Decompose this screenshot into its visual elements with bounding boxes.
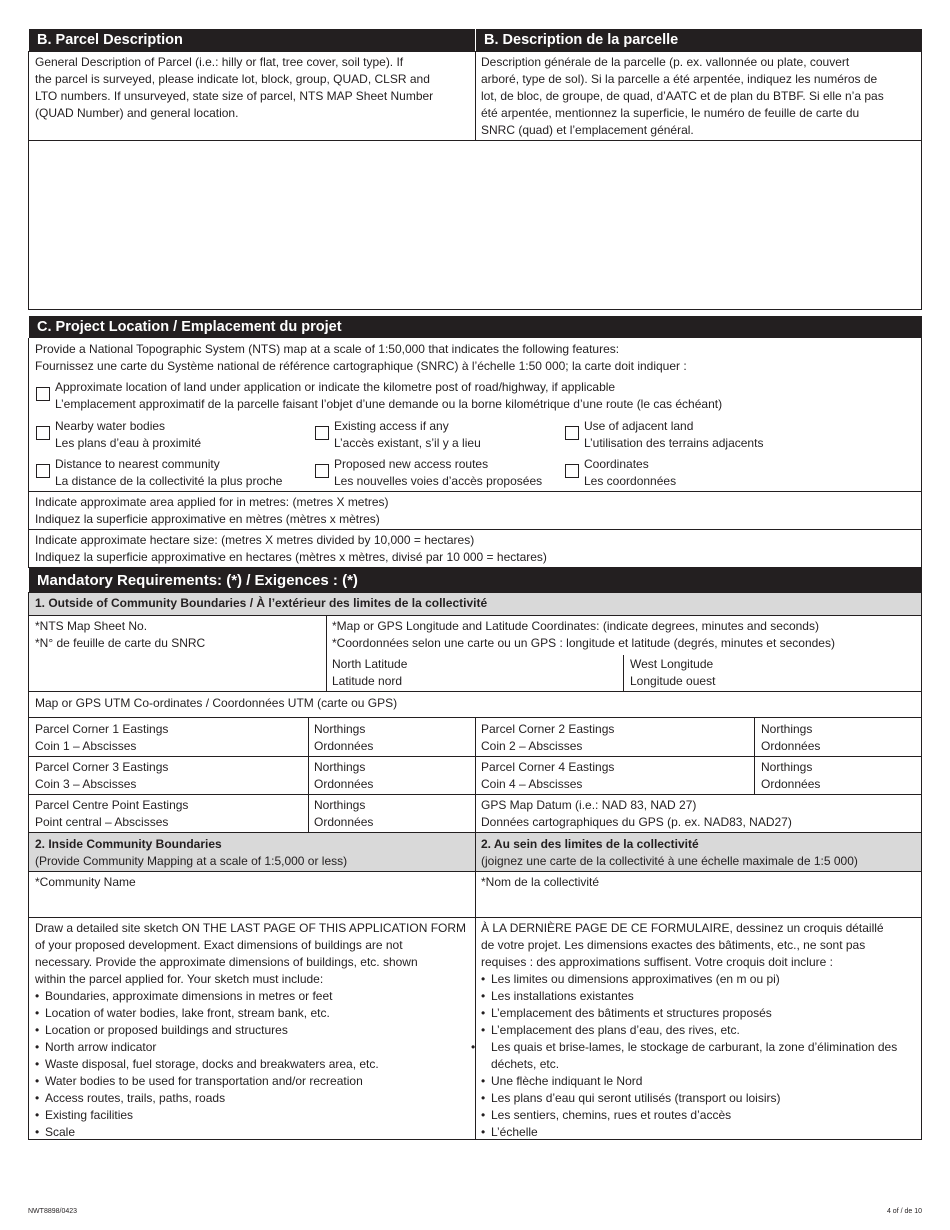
- outside-community-heading: 1. Outside of Community Boundaries / À l’extérieur des limites de la collectivité: [35, 596, 488, 610]
- list-item: • Boundaries, approximate dimensions in metres or feet: [35, 988, 466, 1005]
- area-hectares-field[interactable]: Indicate approximate hectare size: (metres X metres divided by 10,000 = hectares) Indiquez la superficie approximative en hectares (mètres x mètres, divisé par 10 000 = hectares): [35, 533, 547, 564]
- corner-4-northings-field[interactable]: Northings Ordonnées: [761, 760, 821, 791]
- gps-map-datum-field[interactable]: GPS Map Datum (i.e.: NAD 83, NAD 27) Données cartographiques du GPS (p. ex. NAD83, NAD27): [481, 798, 792, 829]
- label-approx-location: Approximate location of land under application or indicate the kilometre post of road/highway, if applicable L’emplacement approximatif de la parcelle faisant l’objet d’une demande ou la borne kilométrique d’une route (le cas échéant): [55, 380, 723, 411]
- list-item: • L’emplacement des plans d’eau, des rives, etc.: [481, 1022, 917, 1039]
- list-item: • Waste disposal, fuel storage, docks and breakwaters area, etc.: [35, 1056, 466, 1073]
- nts-map-intro: Provide a National Topographic System (NTS) map at a scale of 1:50,000 that indicates the following features: Fournissez une carte du Système national de référence cartographique (SNRC) à l’échelle 1:50 000; la carte doit indiquer :: [35, 342, 687, 373]
- centre-northings-field[interactable]: Northings Ordonnées: [314, 798, 374, 829]
- list-item: • Une flèche indiquant le Nord: [481, 1073, 917, 1090]
- page-number: 4 of / de 10: [886, 1208, 922, 1215]
- checkbox-existing-access[interactable]: [315, 426, 329, 440]
- section-b-title-en: B. Parcel Description: [29, 29, 475, 51]
- inside-community-heading-fr: 2. Au sein des limites de la collectivité (joignez une carte de la collectivité à une échelle maximale de 1:5 000): [481, 837, 858, 868]
- sketch-instructions-en: Draw a detailed site sketch ON THE LAST PAGE OF THIS APPLICATION FORM of your proposed development. Exact dimensions of buildings are not necessary. Provide the approximate dimensions of buildings, etc. shown within the parcel applied for. Your sketch must include: • Boundaries, approximate dimensions in metres or feet • Location of water bodies, lake front, stream bank, etc. • Location or proposed buildings and structures • North arrow indicator • Waste disposal, fuel storage, docks and breakwaters area, etc. • Water bodies to be used for transportation and/or recreation • Access routes, trails, paths, roads • Existing facilities • Scale: [35, 920, 466, 1141]
- corner-1-northings-field[interactable]: Northings Ordonnées: [314, 722, 374, 753]
- parcel-description-fr: Description générale de la parcelle (p. ex. vallonnée ou plate, couvert arboré, type de sol). Si la parcelle a été arpentée, indiquez les numéros de lot, de bloc, de groupe, de quad, d’AATC et de plan du BTBF. Si elle n’a pas été arpentée, mentionnez la superficie, le numéro de feuille de carte du SNRC (quad) et l’emplacement général.: [481, 55, 884, 137]
- list-item: • Scale: [35, 1124, 466, 1141]
- label-adjacent-land: Use of adjacent land L’utilisation des terrains adjacents: [584, 419, 764, 450]
- divider: [28, 491, 922, 492]
- corner-2-northings-field[interactable]: Northings Ordonnées: [761, 722, 821, 753]
- gps-coordinates-label: *Map or GPS Longitude and Latitude Coordinates: (indicate degrees, minutes and seconds) *Coordonnées selon une carte ou un GPS : longitude et latitude (degrés, minutes et secondes): [332, 619, 835, 650]
- divider: [475, 833, 476, 871]
- corner-1-eastings-field[interactable]: Parcel Corner 1 Eastings Coin 1 – Abscisses: [35, 722, 169, 753]
- list-item: • Location or proposed buildings and structures: [35, 1022, 466, 1039]
- divider: [754, 717, 755, 794]
- section-b-title-fr: B. Description de la parcelle: [476, 29, 922, 51]
- checkbox-nearest-community[interactable]: [36, 464, 50, 478]
- divider: [475, 51, 476, 141]
- corner-2-eastings-field[interactable]: Parcel Corner 2 Eastings Coin 2 – Abscisses: [481, 722, 615, 753]
- list-item: • Les quais et brise-lames, le stockage de carburant, la zone d’élimination des déchets, etc.: [481, 1039, 901, 1073]
- list-item: • L’échelle: [481, 1124, 917, 1141]
- nts-map-sheet-field[interactable]: *NTS Map Sheet No. *N° de feuille de carte du SNRC: [35, 619, 206, 650]
- west-longitude-field[interactable]: West Longitude Longitude ouest: [630, 657, 716, 688]
- mandatory-title: Mandatory Requirements: (*) / Exigences : (*): [29, 568, 922, 592]
- divider: [28, 529, 922, 530]
- checkbox-access-routes[interactable]: [315, 464, 329, 478]
- inside-community-heading-en: 2. Inside Community Boundaries (Provide Community Mapping at a scale of 1:5,000 or less): [35, 837, 348, 868]
- label-existing-access: Existing access if any L’accès existant, s’il y a lieu: [334, 419, 481, 450]
- section-c-title: C. Project Location / Emplacement du projet: [29, 316, 922, 338]
- list-item: • North arrow indicator: [35, 1039, 466, 1056]
- list-item: • Les plans d’eau qui seront utilisés (transport ou loisirs): [481, 1090, 917, 1107]
- corner-4-eastings-field[interactable]: Parcel Corner 4 Eastings Coin 4 – Abscisses: [481, 760, 615, 791]
- list-item: • Water bodies to be used for transportation and/or recreation: [35, 1073, 466, 1090]
- corner-3-northings-field[interactable]: Northings Ordonnées: [314, 760, 374, 791]
- divider: [308, 717, 309, 832]
- divider: [623, 655, 624, 692]
- divider: [28, 871, 922, 872]
- label-coordinates: Coordinates Les coordonnées: [584, 457, 677, 488]
- sketch-instructions-fr: À LA DERNIÈRE PAGE DE CE FORMULAIRE, dessinez un croquis détaillé de votre projet. Les dimensions exactes des bâtiments, etc., ne sont pas requises : des approximations suffisent. Votre croquis doit inclure : • Les limites ou dimensions approximatives (en m ou pi) • Les installations existantes • L’emplacement des bâtiments et structures proposés • L’emplacement des plans d’eau, des rives, etc. • Les quais et brise-lames, le stockage de carburant, la zone d’élimination des déchets, etc. • Une flèche indiquant le Nord • Les plans d’eau qui seront utilisés (transport ou loisirs) • Les sentiers, chemins, rues et routes d’accès • L’échelle: [481, 920, 917, 1141]
- list-item: • Les sentiers, chemins, rues et routes d’accès: [481, 1107, 917, 1124]
- corner-3-eastings-field[interactable]: Parcel Corner 3 Eastings Coin 3 – Abscisses: [35, 760, 169, 791]
- list-item: • Existing facilities: [35, 1107, 466, 1124]
- list-item: • L’emplacement des bâtiments et structures proposés: [481, 1005, 917, 1022]
- north-latitude-field[interactable]: North Latitude Latitude nord: [332, 657, 408, 688]
- area-metres-field[interactable]: Indicate approximate area applied for in metres: (metres X metres) Indiquez la superficie approximative en mètres (mètres x mètres): [35, 495, 389, 526]
- checkbox-coordinates[interactable]: [565, 464, 579, 478]
- list-item: • Access routes, trails, paths, roads: [35, 1090, 466, 1107]
- divider: [326, 615, 327, 692]
- parcel-description-field[interactable]: [29, 141, 921, 309]
- form-code: NWT8898/0423: [28, 1208, 78, 1215]
- divider: [28, 691, 922, 692]
- centre-eastings-field[interactable]: Parcel Centre Point Eastings Point central – Abscisses: [35, 798, 189, 829]
- list-item: • Les installations existantes: [481, 988, 917, 1005]
- checkbox-approx-location[interactable]: [36, 387, 50, 401]
- community-name-fr-field[interactable]: *Nom de la collectivité: [481, 875, 600, 889]
- label-access-routes: Proposed new access routes Les nouvelles voies d’accès proposées: [334, 457, 543, 488]
- checkbox-water-bodies[interactable]: [36, 426, 50, 440]
- checkbox-adjacent-land[interactable]: [565, 426, 579, 440]
- divider: [28, 917, 922, 918]
- utm-coordinates-label: Map or GPS UTM Co-ordinates / Coordonnées UTM (carte ou GPS): [35, 696, 398, 710]
- label-nearest-community: Distance to nearest community La distance de la collectivité la plus proche: [55, 457, 283, 488]
- list-item: • Les limites ou dimensions approximatives (en m ou pi): [481, 971, 917, 988]
- label-water-bodies: Nearby water bodies Les plans d’eau à proximité: [55, 419, 202, 450]
- list-item: • Location of water bodies, lake front, stream bank, etc.: [35, 1005, 466, 1022]
- community-name-field[interactable]: *Community Name: [35, 875, 136, 889]
- parcel-description-en: General Description of Parcel (i.e.: hilly or flat, tree cover, soil type). If the parcel is surveyed, please indicate lot, block, group, QUAD, CLSR and LTO numbers. If unsurveyed, state size of parcel, NTS MAP Sheet Number (QUAD Number) and general location.: [35, 55, 434, 120]
- divider: [475, 717, 476, 1140]
